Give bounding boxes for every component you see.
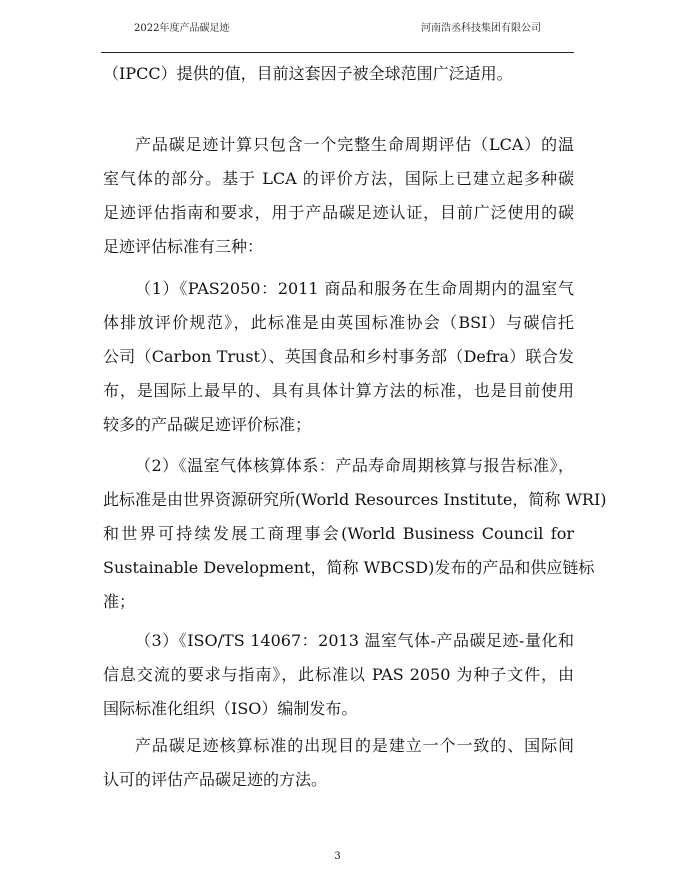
paragraph-lca-intro [103,128,574,264]
paragraph-ghg-protocol [103,449,607,619]
text-line: 体排放评价规范》，此标准是由英国标准协会（BSI）与碳信托 [103,313,574,332]
text-line: （3）《ISO/TS 14067：2013 温室气体-产品碳足迹-量化和 [135,631,574,650]
header-title: 2022年度产品碳足迹 [134,23,230,34]
text-line: 和世界可持续发展工商理事会(World Business Council for [103,524,574,543]
text-line: 足迹评估标准有三种： [103,237,264,256]
text-line: 准； [103,592,136,611]
header-company: 河南浩丞科技集团有限公司 [421,23,541,34]
paragraph-conclusion [103,729,574,797]
paragraph-pas2050 [103,272,574,442]
text-line: 信息交流的要求与指南》，此标准以 PAS 2050 为种子文件，由 [103,665,574,684]
paragraph-iso14067 [103,624,574,726]
text-line: 室气体的部分。基于 LCA 的评价方法，国际上已建立起多种碳 [103,169,574,188]
text-line: 产品碳足迹核算标准的出现目的是建立一个一致的、国际间 [135,736,574,755]
text-line: 公司（Carbon Trust）、英国食品和乡村事务部（Defra）联合发 [103,347,574,366]
paragraph-ipcc-continuation [103,57,574,91]
text-line: 认可的评估产品碳足迹的方法。 [103,770,328,789]
text-line: 较多的产品碳足迹评价标准； [103,415,312,434]
header-rule [101,52,574,53]
text-line: Sustainable Development，简称 WBCSD)发布的产品和供应链标 [103,558,595,577]
text-line: （2）《温室气体核算体系：产品寿命周期核算与报告标准》， [135,456,574,475]
text-line: 此标准是由世界资源研究所(World Resources Institute，简称 WRI) [103,490,607,509]
text-line: 产品碳足迹计算只包含一个完整生命周期评估（LCA）的温 [135,135,574,154]
text-line: （IPCC）提供的值，目前这套因子被全球范围广泛适用。 [103,64,513,83]
text-line: 国际标准化组织（ISO）编制发布。 [103,699,358,718]
text-line: 布，是国际上最早的、具有具体计算方法的标准，也是目前使用 [103,381,574,400]
text-line: （1）《PAS2050：2011 商品和服务在生命周期内的温室气 [135,279,574,298]
text-line: 足迹评估指南和要求，用于产品碳足迹认证，目前广泛使用的碳 [103,203,574,222]
page-number: 3 [334,851,341,862]
